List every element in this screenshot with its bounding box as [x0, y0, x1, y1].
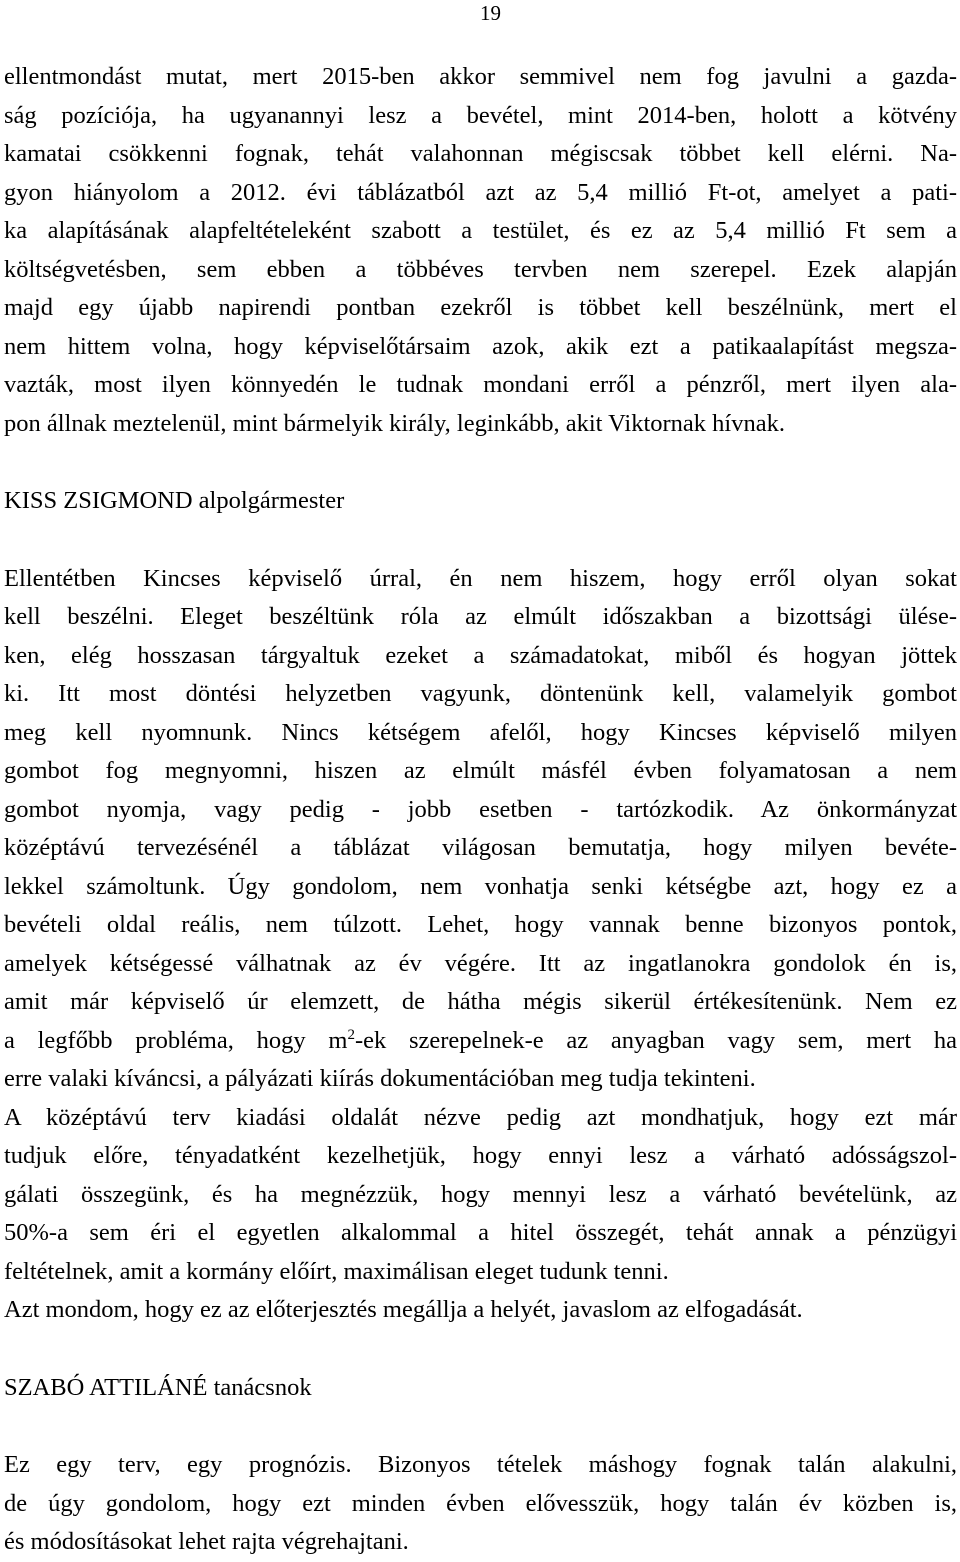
text-line: pon állnak meztelenül, mint bármelyik király, leginkább, akit Viktornak hívnak.: [4, 409, 785, 437]
text-line: majd egy újabb napirendi pontban ezekről is többet kell beszélnünk, mert el: [4, 294, 957, 321]
page-number: 19: [480, 1, 501, 25]
text-line: és módosításokat lehet rajta végrehajtani.: [4, 1528, 409, 1555]
text-line: Ellentétben Kincses képviselő úrral, én nem hiszem, hogy erről olyan sokat: [4, 564, 957, 592]
text-fragment: a legfőbb probléma, hogy m: [4, 1026, 348, 1054]
text-line: gyon hiányolom a 2012. évi táblázatból azt az 5,4 millió Ft-ot, amelyet a pati-: [4, 178, 957, 206]
text-line: erre valaki kíváncsi, a pályázati kiírás dokumentációban meg tudja tekinteni.: [4, 1065, 756, 1092]
text-line: ság pozíciója, ha ugyanannyi lesz a bevétel, mint 2014-ben, holott a kötvény: [4, 101, 957, 129]
superscript: 2: [347, 1026, 355, 1043]
paragraph-speech: [4, 1099, 957, 1292]
text-line: amelyek kétségessé válhatnak az év végére. Itt az ingatlanokra gondolok én is,: [4, 949, 957, 977]
text-line: ka alapításának alapfeltételeként szabott a testület, és ez az 5,4 millió Ft sem a: [4, 217, 957, 244]
text-line: bevételi oldal reális, nem túlzott. Lehet, hogy vannak benne bizonyos pontok,: [4, 911, 957, 938]
speaker-heading: SZABÓ ATTILÁNÉ tanácsnok: [4, 1373, 312, 1401]
text-line: gálati összegünk, és ha megnézzük, hogy mennyi lesz a várható bevételünk, az: [4, 1180, 957, 1208]
text-line: Ez egy terv, egy prognózis. Bizonyos tételek máshogy fognak talán alakulni,: [4, 1451, 957, 1478]
text-line: kamatai csökkenni fognak, tehát valahonnan mégiscsak többet kell elérni. Na-: [4, 140, 957, 167]
text-line: gombot fog megnyomni, hiszen az elmúlt másfél évben folyamatosan a nem: [4, 757, 957, 784]
paragraph-speech: [4, 560, 957, 1099]
text-line: A középtávú terv kiadási oldalát nézve pedig azt mondhatjuk, hogy ezt már: [4, 1103, 957, 1131]
text-line: költségvetésben, sem ebben a többéves tervben nem szerepel. Ezek alapján: [4, 255, 957, 283]
text-line: vazták, most ilyen könnyedén le tudnak mondani erről a pénzről, mert ilyen ala-: [4, 371, 957, 398]
text-line: amit már képviselő úr elemzett, de hátha mégis sikerül értékesítenünk. Nem ez: [4, 988, 957, 1015]
text-fragment: -ek szerepelnek-e az anyagban vagy sem, mert ha: [354, 1026, 958, 1054]
text-line: középtávú tervezésénél a táblázat világosan bemutatja, hogy milyen bevéte-: [4, 834, 957, 861]
text-line-with-superscript: [4, 1022, 957, 1061]
text-line: kell beszélni. Eleget beszéltünk róla az elmúlt időszakban a bizottsági ülése-: [4, 603, 957, 630]
document-body: [4, 58, 957, 1562]
text-line: lekkel számoltunk. Úgy gondolom, nem vonhatja senki kétségbe azt, hogy ez a: [4, 872, 957, 900]
text-line: feltételnek, amit a kormány előírt, maximálisan eleget tudunk tenni.: [4, 1257, 669, 1285]
paragraph-speech: [4, 1446, 957, 1562]
paragraph-continuation: [4, 58, 957, 443]
text-line: ellentmondást mutat, mert 2015-ben akkor semmivel nem fog javulni a gazda-: [4, 63, 957, 90]
text-line: tudjuk előre, tényadatként kezelhetjük, hogy ennyi lesz a várható adósságszol-: [4, 1142, 957, 1169]
speaker-heading: KISS ZSIGMOND alpolgármester: [4, 487, 345, 514]
paragraph-speech: [4, 1291, 957, 1330]
text-line: Azt mondom, hogy ez az előterjesztés megállja a helyét, javaslom az elfogadását.: [4, 1296, 803, 1323]
text-line: nem hittem volna, hogy képviselőtársaim azok, akik ezt a patikaalapítást megsza-: [4, 332, 957, 360]
text-line: 50%-a sem éri el egyetlen alkalommal a hitel összegét, tehát annak a pénzügyi: [4, 1219, 957, 1246]
text-line: gombot nyomja, vagy pedig - jobb esetben - tartózkodik. Az önkormányzat: [4, 795, 957, 823]
text-line: ki. Itt most döntési helyzetben vagyunk, döntenünk kell, valamelyik gombot: [4, 680, 957, 707]
text-line: ken, elég hosszasan tárgyaltuk ezeket a számadatokat, miből és hogyan jöttek: [4, 641, 957, 669]
text-line: de úgy gondolom, hogy ezt minden évben elővesszük, hogy talán év közben is,: [4, 1489, 957, 1517]
text-line: meg kell nyomnunk. Nincs kétségem afelől, hogy Kincses képviselő milyen: [4, 718, 957, 746]
